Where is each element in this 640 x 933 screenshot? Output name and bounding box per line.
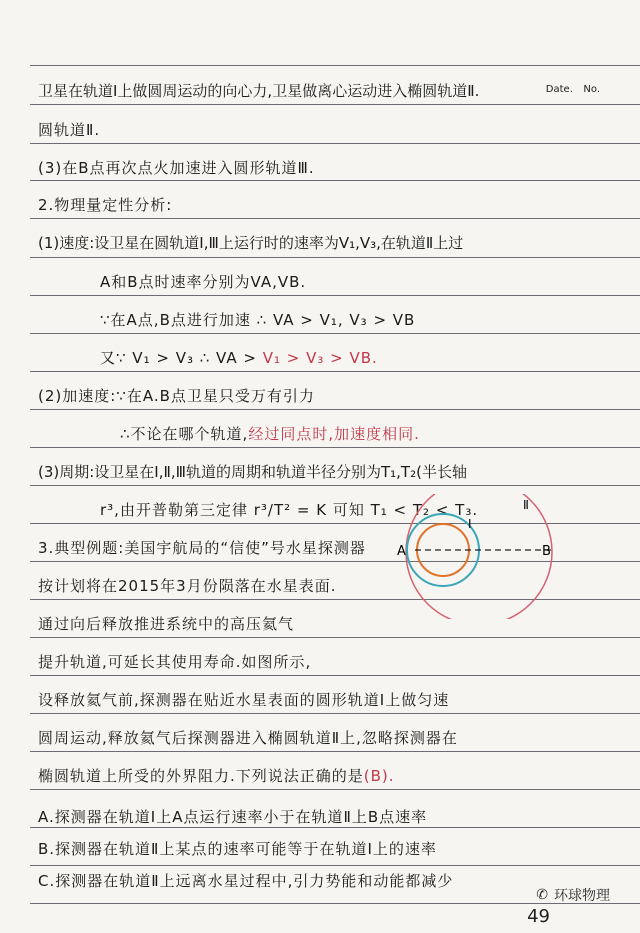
label-orbit-ii: Ⅱ — [523, 498, 529, 512]
text-span: 又∵ V₁ > V₃ ∴ VA > — [100, 349, 263, 367]
section-heading: 3.典型例题:美国宇航局的“信使”号水星探测器 — [38, 539, 366, 557]
option-c: C.探测器在轨道Ⅱ上远离水星过程中,引力势能和动能都减少 — [38, 872, 454, 890]
ruled-line — [30, 65, 640, 66]
ruled-line — [30, 713, 640, 714]
text-line: r³,由开普勒第三定律 r³/T² = K 可知 T₁ < T₂ < T₃. — [100, 501, 479, 519]
ruled-line — [30, 675, 640, 676]
text-line: (3)周期:设卫星在Ⅰ,Ⅱ,Ⅲ轨道的周期和轨道半径分别为T₁,T₂(半长轴 — [38, 463, 467, 481]
ruled-line — [30, 371, 640, 372]
ruled-line — [30, 333, 640, 334]
ruled-line — [30, 257, 640, 258]
ruled-line — [30, 447, 640, 448]
section-heading: 2.物理量定性分析: — [38, 196, 173, 214]
text-span: 椭圆轨道上所受的外界阻力.下列说法正确的是 — [38, 767, 364, 785]
text-line — [120, 423, 420, 444]
option-a: A.探测器在轨道Ⅰ上A点运行速率小于在轨道Ⅱ上B点速率 — [38, 808, 428, 826]
ruled-line — [30, 104, 640, 105]
text-line: 卫星在轨道Ⅰ上做圆周运动的向心力,卫星做离心运动进入椭圆轨道Ⅱ. — [38, 82, 480, 100]
ruled-line — [30, 751, 640, 752]
label-b: B — [542, 544, 551, 559]
ruled-line — [30, 827, 640, 828]
text-line: (1)速度:设卫星在圆轨道Ⅰ,Ⅲ上运行时的速率为V₁,V₃,在轨道Ⅱ上过 — [38, 234, 464, 252]
text-line: 提升轨道,可延长其使用寿命.如图所示, — [38, 653, 312, 671]
text-line — [38, 765, 395, 786]
option-b: B.探测器在轨道Ⅱ上某点的速率可能等于在轨道Ⅰ上的速率 — [38, 840, 437, 858]
label-a: A — [397, 544, 406, 559]
highlight-span: V₁ > V₃ > VB. — [262, 349, 378, 367]
highlight-span: 经过同点时,加速度相同. — [248, 425, 420, 443]
text-line — [100, 347, 378, 368]
date-label: Date. — [545, 84, 573, 95]
text-line: A和B点时速率分别为VA,VB. — [100, 273, 307, 291]
watermark — [536, 885, 610, 905]
ruled-line — [30, 218, 640, 219]
ruled-line — [30, 295, 640, 296]
ruled-line — [30, 637, 640, 638]
text-span: ∴不论在哪个轨道, — [120, 425, 249, 443]
number-label: No. — [583, 84, 600, 95]
text-line: 按计划将在2015年3月份陨落在水星表面. — [38, 577, 337, 595]
page-header — [546, 82, 600, 95]
text-line: 圆周运动,释放氦气后探测器进入椭圆轨道Ⅱ上,忽略探测器在 — [38, 729, 458, 747]
text-line: (2)加速度:∵在A.B点卫星只受万有引力 — [38, 387, 315, 405]
text-line: (3)在B点再次点火加速进入圆形轨道Ⅲ. — [38, 159, 315, 177]
orbit-i — [417, 524, 469, 576]
text-line: 设释放氦气前,探测器在贴近水星表面的圆形轨道Ⅰ上做匀速 — [38, 691, 450, 709]
watermark-text: 环球物理 — [554, 888, 610, 904]
wechat-icon: ✆ — [536, 887, 548, 903]
orbit-diagram — [385, 494, 570, 619]
page-number: 49 — [527, 906, 550, 927]
answer-span: (B). — [363, 767, 395, 785]
ruled-line — [30, 865, 640, 866]
ruled-line — [30, 789, 640, 790]
ruled-line — [30, 409, 640, 410]
label-orbit-i: Ⅰ — [468, 517, 472, 531]
text-line: ∵在A点,B点进行加速 ∴ VA > V₁, V₃ > VB — [100, 311, 416, 329]
ruled-line — [30, 180, 640, 181]
text-line: 圆轨道Ⅱ. — [38, 121, 101, 139]
text-line: 通过向后释放推进系统中的高压氦气 — [38, 615, 295, 633]
ruled-line — [30, 143, 640, 144]
ruled-line — [30, 485, 640, 486]
